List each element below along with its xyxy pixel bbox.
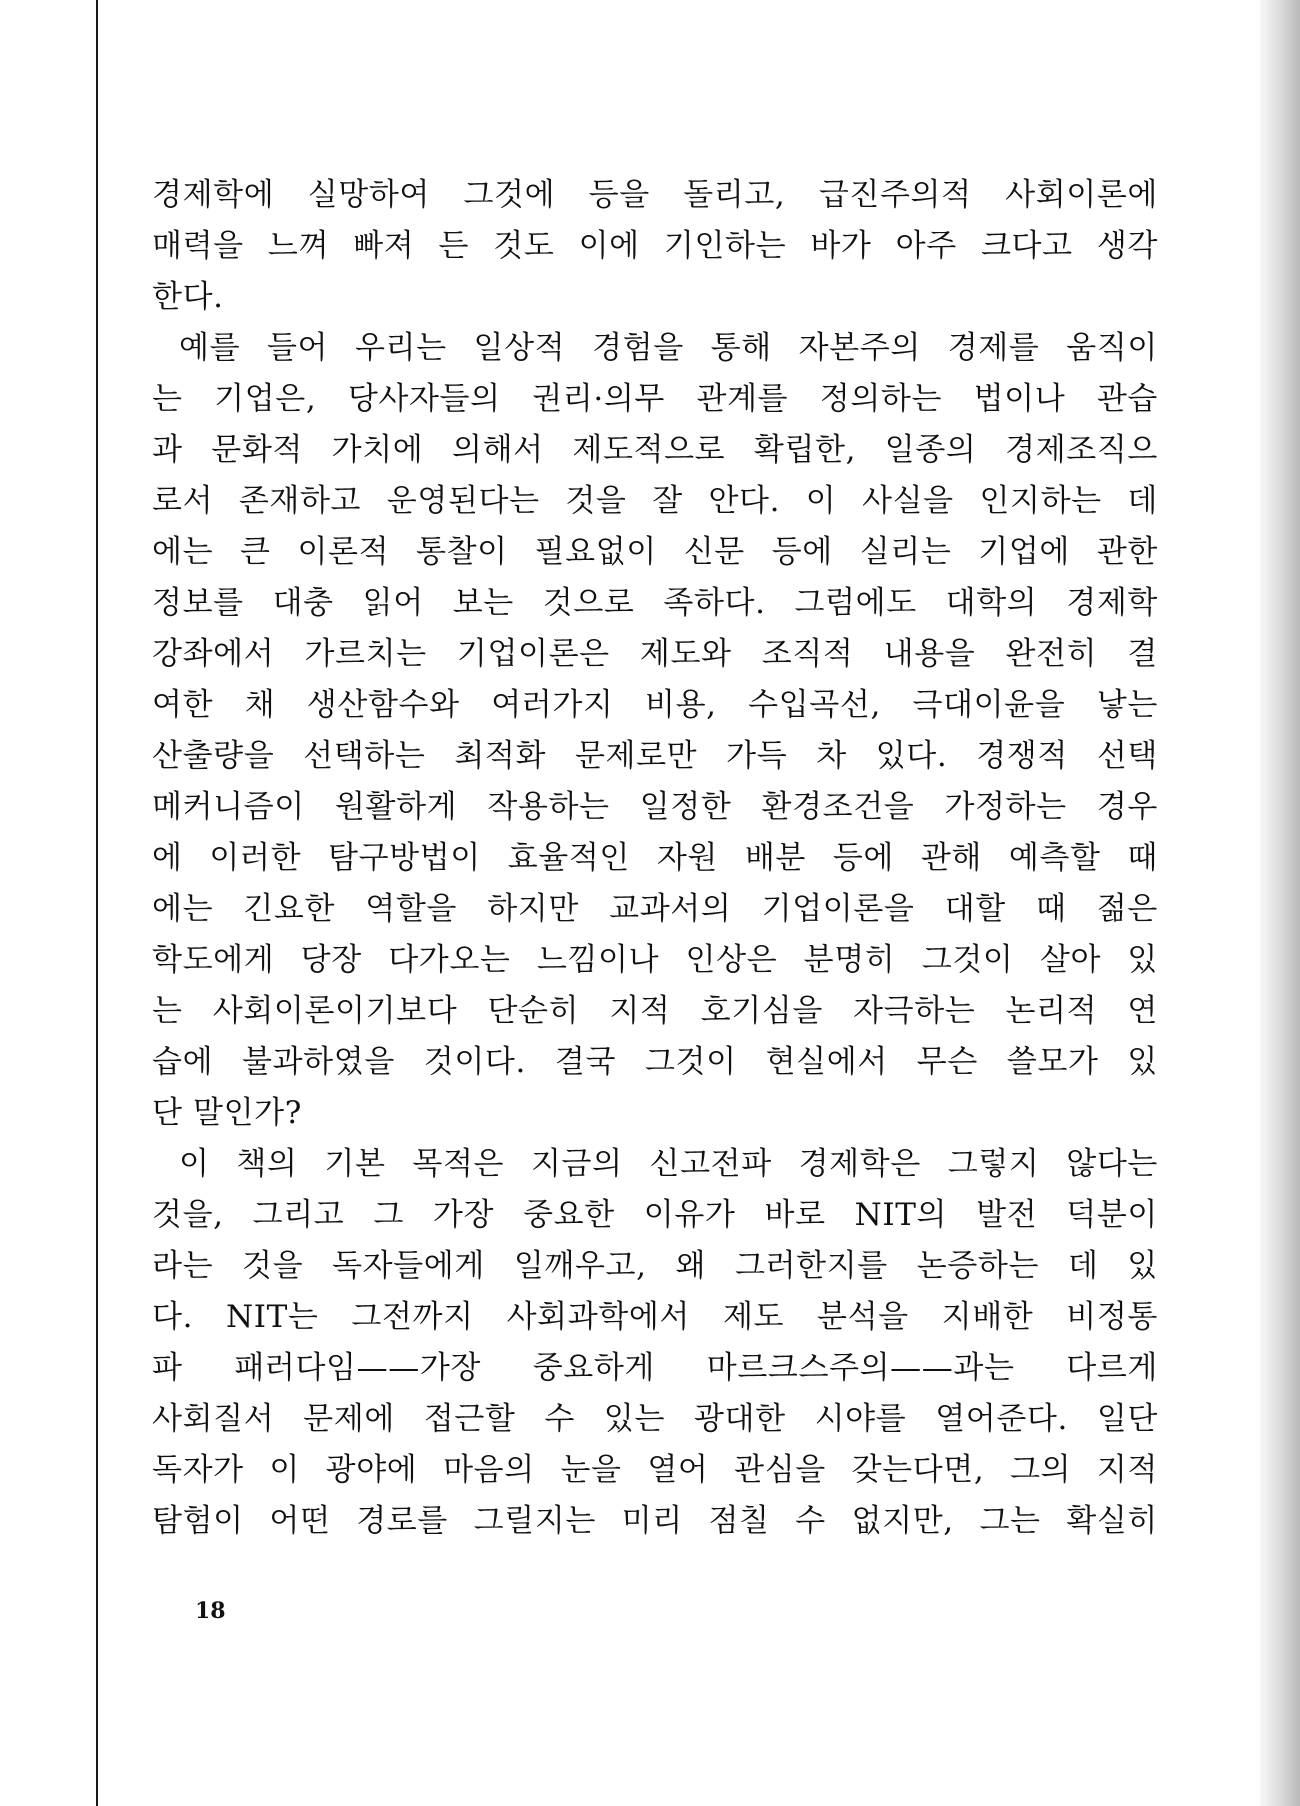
body-text [152,170,1158,1547]
text-line-6: 과 문화적 가치에 의해서 제도적으로 확립한, 일종의 경제조직으 [152,432,1158,468]
text-line-20: 이 책의 기본 목적은 지금의 신고전파 경제학은 그렇지 않다는 [179,1146,1158,1182]
text-line-2: 매력을 느껴 빠져 든 것도 이에 기인하는 바가 아주 크다고 생각 [152,228,1158,264]
text-line-3: 한다. [152,279,224,315]
text-line-14: 에 이러한 탐구방법이 효율적인 자원 배분 등에 관해 예측할 때 [152,840,1158,876]
text-line-15: 에는 긴요한 역할을 하지만 교과서의 기업이론을 대할 때 젊은 [152,891,1158,927]
text-line-1: 경제학에 실망하여 그것에 등을 돌리고, 급진주의적 사회이론에 [152,177,1158,213]
text-line-8: 에는 큰 이론적 통찰이 필요없이 신문 등에 실리는 기업에 관한 [152,534,1158,570]
text-line-19: 단 말인가? [152,1095,302,1131]
text-line-18: 습에 불과하였을 것이다. 결국 그것이 현실에서 무슨 쓸모가 있 [152,1044,1158,1080]
text-line-9: 정보를 대충 읽어 보는 것으로 족하다. 그럼에도 대학의 경제학 [152,585,1158,621]
text-line-17: 는 사회이론이기보다 단순히 지적 호기심을 자극하는 논리적 연 [152,993,1158,1029]
text-line-4: 예를 들어 우리는 일상적 경험을 통해 자본주의 경제를 움직이 [179,330,1158,366]
left-margin [0,0,96,1806]
text-line-23: 다. NIT는 그전까지 사회과학에서 제도 분석을 지배한 비정통 [152,1299,1158,1335]
text-line-16: 학도에게 당장 다가오는 느낌이나 인상은 분명히 그것이 살아 있 [152,942,1158,978]
text-line-24: 파 패러다임——가장 중요하게 마르크스주의——과는 다르게 [152,1350,1158,1386]
text-line-12: 산출량을 선택하는 최적화 문제로만 가득 차 있다. 경쟁적 선택 [152,738,1158,774]
text-line-7: 로서 존재하고 운영된다는 것을 잘 안다. 이 사실을 인지하는 데 [152,483,1158,519]
page-edge-shadow [1260,0,1300,1806]
text-line-21: 것을, 그리고 그 가장 중요한 이유가 바로 NIT의 발전 덕분이 [152,1197,1158,1233]
page-number: 18 [195,1598,226,1624]
text-line-13: 메커니즘이 원활하게 작용하는 일정한 환경조건을 가정하는 경우 [152,789,1158,825]
text-line-5: 는 기업은, 당사자들의 권리·의무 관계를 정의하는 법이나 관습 [152,381,1158,417]
text-line-26: 독자가 이 광야에 마음의 눈을 열어 관심을 갖는다면, 그의 지적 [152,1452,1158,1488]
text-line-10: 강좌에서 가르치는 기업이론은 제도와 조직적 내용을 완전히 결 [152,636,1158,672]
text-line-27: 탐험이 어떤 경로를 그릴지는 미리 점칠 수 없지만, 그는 확실히 [152,1503,1158,1539]
text-line-25: 사회질서 문제에 접근할 수 있는 광대한 시야를 열어준다. 일단 [152,1401,1158,1437]
text-line-11: 여한 채 생산함수와 여러가지 비용, 수입곡선, 극대이윤을 낳는 [152,687,1158,723]
text-line-22: 라는 것을 독자들에게 일깨우고, 왜 그러한지를 논증하는 데 있 [152,1248,1158,1284]
